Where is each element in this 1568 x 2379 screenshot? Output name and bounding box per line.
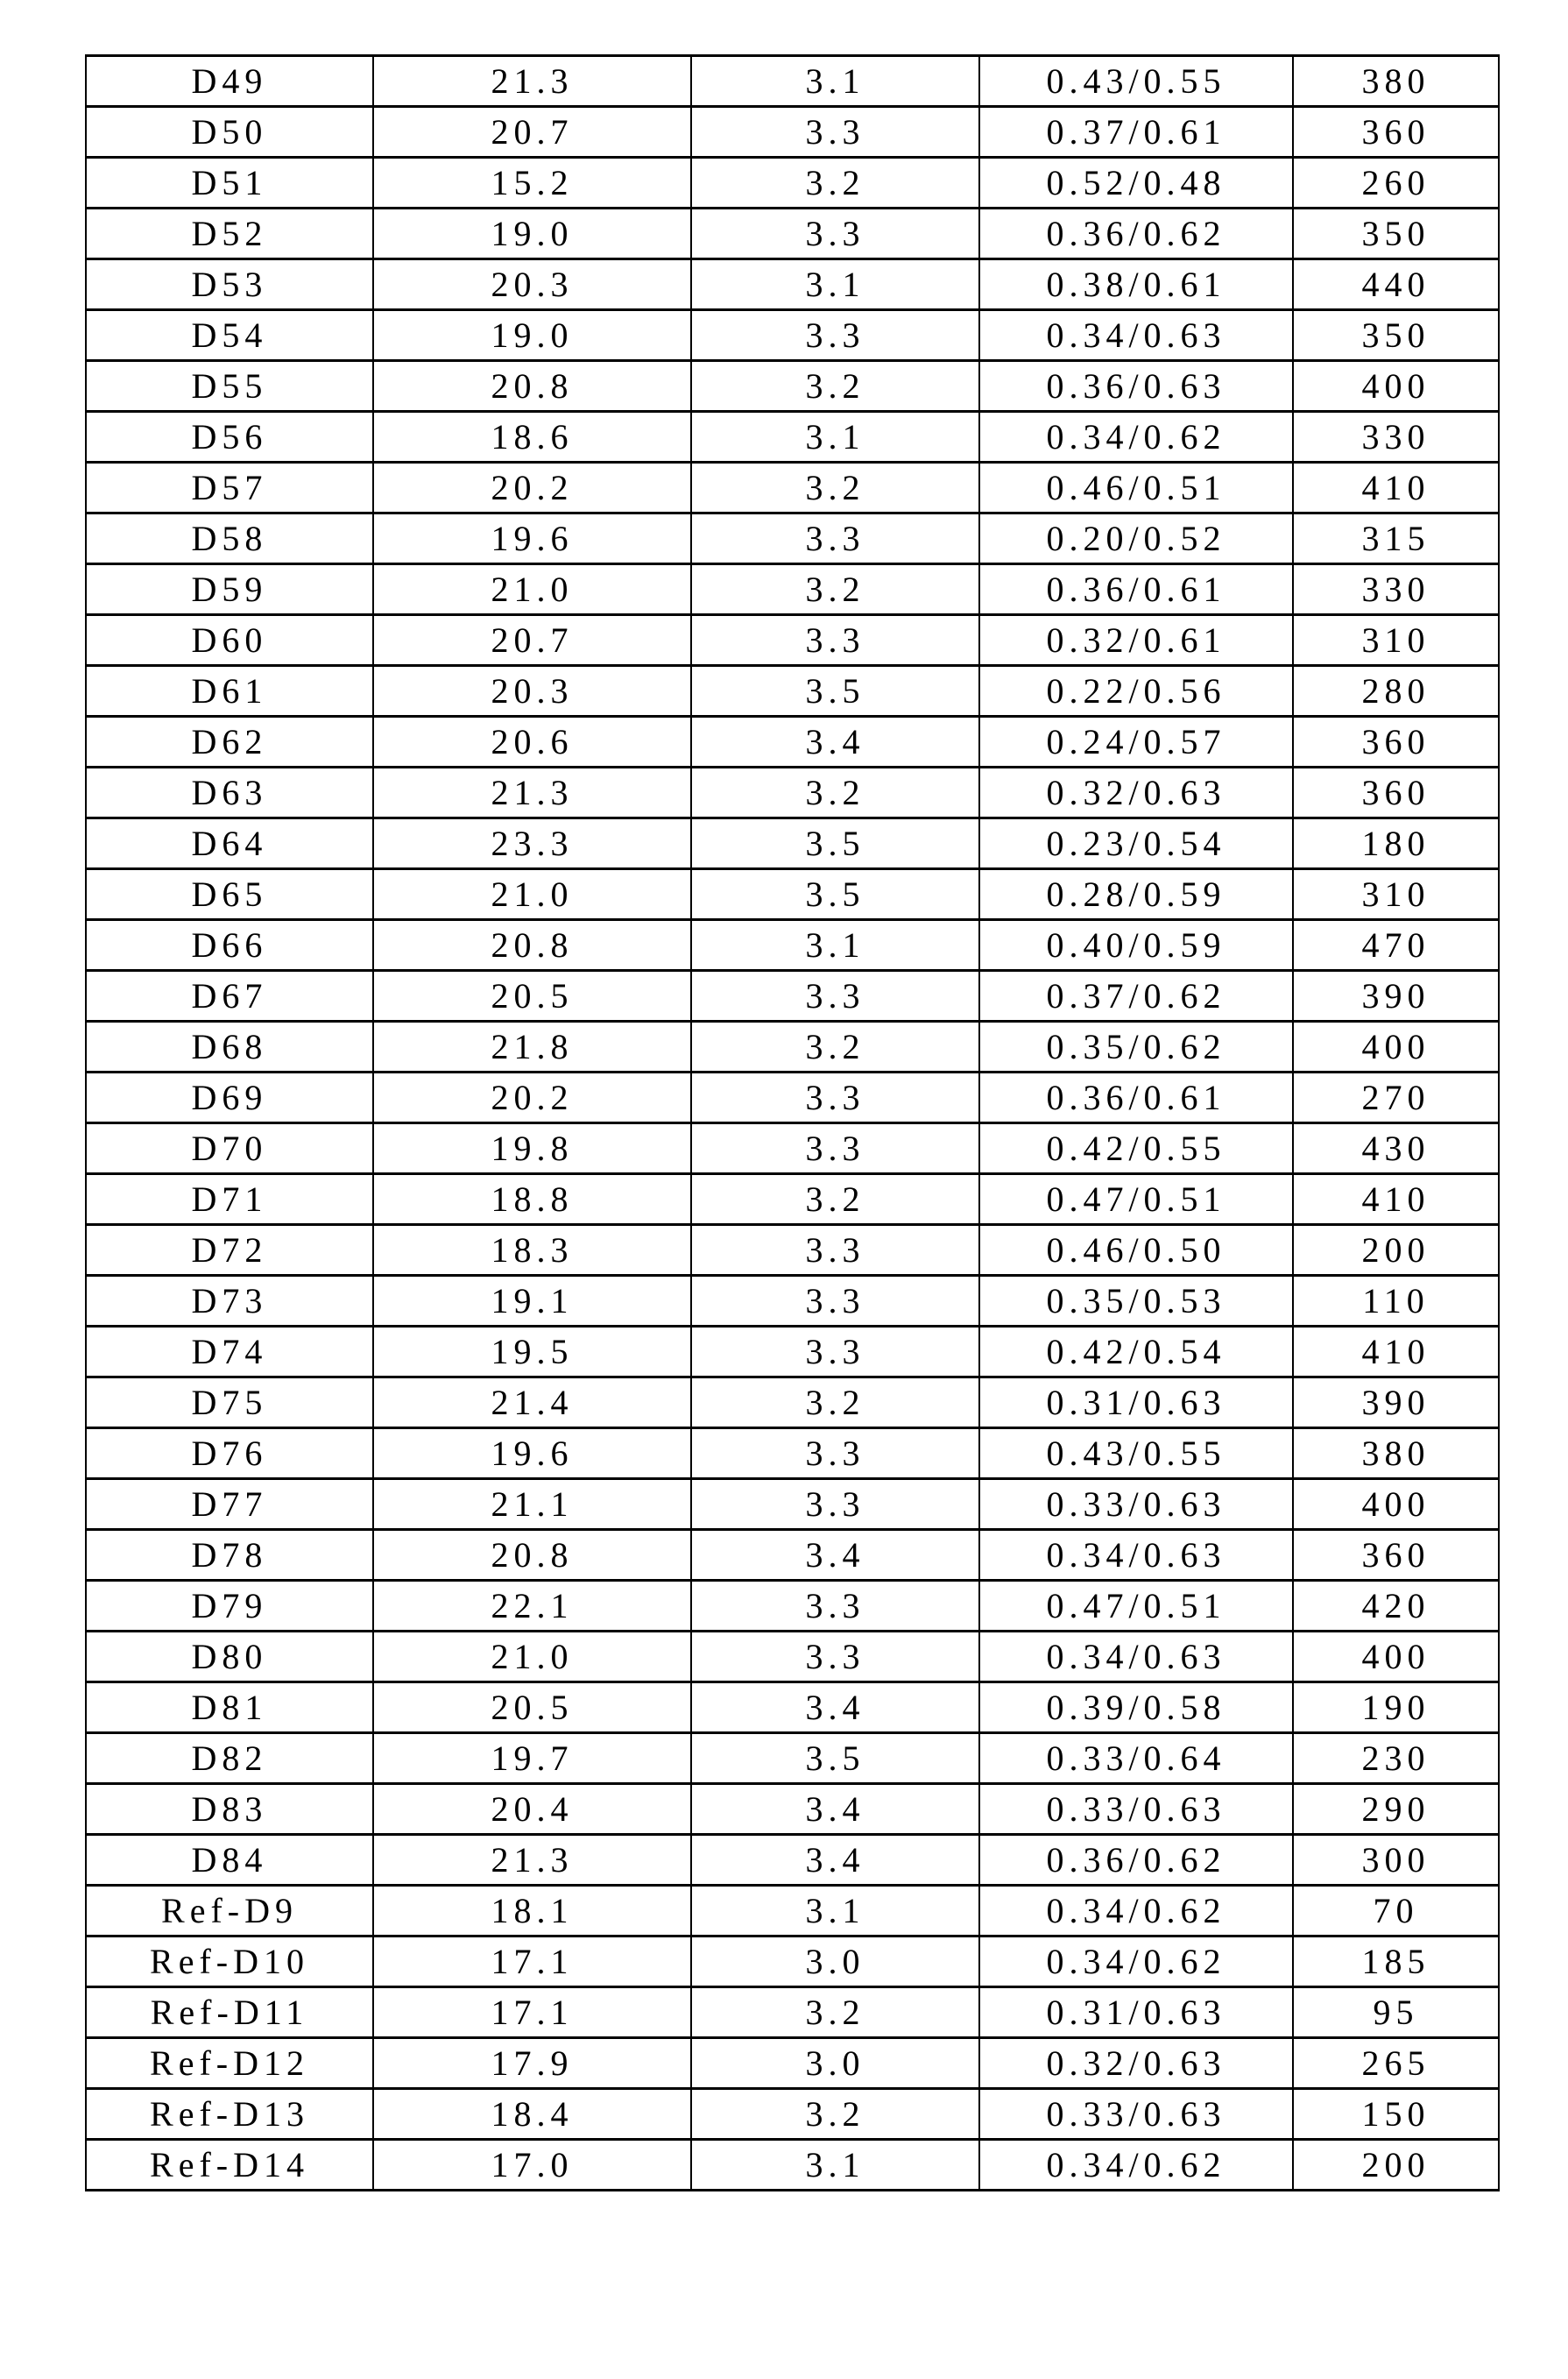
ratio-cell: 0.42/0.54: [979, 1327, 1293, 1377]
value-b-cell: 3.1: [691, 259, 979, 310]
table-row: [86, 56, 1499, 107]
value-c-cell: 185: [1293, 1936, 1499, 1987]
value-c-cell: 315: [1293, 513, 1499, 564]
value-b-cell: 3.3: [691, 1225, 979, 1276]
value-c-cell: 380: [1293, 56, 1499, 107]
value-a-cell: 18.6: [373, 412, 691, 463]
sample-id-cell: D74: [86, 1327, 373, 1377]
value-a-cell: 22.1: [373, 1581, 691, 1632]
value-c-cell: 200: [1293, 2140, 1499, 2191]
ratio-cell: 0.35/0.53: [979, 1276, 1293, 1327]
sample-id-cell: D66: [86, 920, 373, 971]
sample-id-cell: D78: [86, 1530, 373, 1581]
value-b-cell: 3.4: [691, 1784, 979, 1835]
ratio-cell: 0.43/0.55: [979, 56, 1293, 107]
document-page: [85, 54, 1498, 2191]
value-a-cell: 20.2: [373, 463, 691, 513]
ratio-cell: 0.34/0.62: [979, 1886, 1293, 1936]
value-b-cell: 3.3: [691, 1581, 979, 1632]
table-row: [86, 666, 1499, 717]
value-b-cell: 3.2: [691, 1377, 979, 1428]
value-c-cell: 410: [1293, 1174, 1499, 1225]
sample-id-cell: D49: [86, 56, 373, 107]
value-b-cell: 3.3: [691, 209, 979, 259]
table-row: [86, 1682, 1499, 1733]
value-b-cell: 3.1: [691, 412, 979, 463]
ratio-cell: 0.33/0.63: [979, 2089, 1293, 2140]
table-body: [86, 56, 1499, 2191]
value-a-cell: 21.0: [373, 1632, 691, 1682]
value-c-cell: 350: [1293, 209, 1499, 259]
ratio-cell: 0.23/0.54: [979, 818, 1293, 869]
value-a-cell: 19.0: [373, 209, 691, 259]
value-c-cell: 360: [1293, 768, 1499, 818]
value-a-cell: 19.5: [373, 1327, 691, 1377]
value-c-cell: 95: [1293, 1987, 1499, 2038]
value-b-cell: 3.2: [691, 1174, 979, 1225]
value-c-cell: 410: [1293, 463, 1499, 513]
table-row: [86, 1784, 1499, 1835]
sample-id-cell: D77: [86, 1479, 373, 1530]
value-a-cell: 19.7: [373, 1733, 691, 1784]
value-a-cell: 17.1: [373, 1936, 691, 1987]
ratio-cell: 0.32/0.63: [979, 2038, 1293, 2089]
ratio-cell: 0.37/0.61: [979, 107, 1293, 158]
table-row: [86, 1530, 1499, 1581]
value-b-cell: 3.3: [691, 107, 979, 158]
ratio-cell: 0.46/0.51: [979, 463, 1293, 513]
table-row: [86, 818, 1499, 869]
sample-id-cell: D54: [86, 310, 373, 361]
value-b-cell: 3.5: [691, 818, 979, 869]
table-row: [86, 463, 1499, 513]
sample-id-cell: D83: [86, 1784, 373, 1835]
value-c-cell: 420: [1293, 1581, 1499, 1632]
sample-id-cell: D68: [86, 1022, 373, 1073]
value-c-cell: 330: [1293, 564, 1499, 615]
ratio-cell: 0.39/0.58: [979, 1682, 1293, 1733]
value-b-cell: 3.1: [691, 56, 979, 107]
table-row: [86, 2089, 1499, 2140]
value-a-cell: 18.3: [373, 1225, 691, 1276]
table-row: [86, 1428, 1499, 1479]
value-c-cell: 280: [1293, 666, 1499, 717]
ratio-cell: 0.34/0.62: [979, 1936, 1293, 1987]
data-table: [85, 54, 1500, 2191]
ratio-cell: 0.33/0.63: [979, 1784, 1293, 1835]
value-c-cell: 390: [1293, 971, 1499, 1022]
table-row: [86, 717, 1499, 768]
value-a-cell: 21.0: [373, 564, 691, 615]
table-row: [86, 1936, 1499, 1987]
sample-id-cell: D53: [86, 259, 373, 310]
value-b-cell: 3.3: [691, 1123, 979, 1174]
value-a-cell: 20.5: [373, 1682, 691, 1733]
table-row: [86, 412, 1499, 463]
ratio-cell: 0.37/0.62: [979, 971, 1293, 1022]
sample-id-cell: Ref-D13: [86, 2089, 373, 2140]
sample-id-cell: D56: [86, 412, 373, 463]
table-row: [86, 1733, 1499, 1784]
sample-id-cell: D61: [86, 666, 373, 717]
table-row: [86, 209, 1499, 259]
sample-id-cell: D51: [86, 158, 373, 209]
ratio-cell: 0.36/0.63: [979, 361, 1293, 412]
value-c-cell: 300: [1293, 1835, 1499, 1886]
value-a-cell: 19.1: [373, 1276, 691, 1327]
value-c-cell: 410: [1293, 1327, 1499, 1377]
value-c-cell: 390: [1293, 1377, 1499, 1428]
value-b-cell: 3.2: [691, 1022, 979, 1073]
value-b-cell: 3.1: [691, 1886, 979, 1936]
value-a-cell: 20.7: [373, 107, 691, 158]
value-a-cell: 20.2: [373, 1073, 691, 1123]
table-row: [86, 1276, 1499, 1327]
sample-id-cell: D59: [86, 564, 373, 615]
table-row: [86, 1073, 1499, 1123]
value-c-cell: 400: [1293, 1022, 1499, 1073]
ratio-cell: 0.22/0.56: [979, 666, 1293, 717]
value-c-cell: 380: [1293, 1428, 1499, 1479]
value-b-cell: 3.3: [691, 1327, 979, 1377]
ratio-cell: 0.42/0.55: [979, 1123, 1293, 1174]
sample-id-cell: Ref-D10: [86, 1936, 373, 1987]
ratio-cell: 0.33/0.64: [979, 1733, 1293, 1784]
ratio-cell: 0.36/0.62: [979, 209, 1293, 259]
ratio-cell: 0.20/0.52: [979, 513, 1293, 564]
value-a-cell: 17.9: [373, 2038, 691, 2089]
table-row: [86, 1022, 1499, 1073]
ratio-cell: 0.24/0.57: [979, 717, 1293, 768]
ratio-cell: 0.47/0.51: [979, 1174, 1293, 1225]
value-b-cell: 3.4: [691, 1835, 979, 1886]
value-a-cell: 19.0: [373, 310, 691, 361]
value-a-cell: 20.5: [373, 971, 691, 1022]
value-a-cell: 20.7: [373, 615, 691, 666]
sample-id-cell: D58: [86, 513, 373, 564]
value-c-cell: 400: [1293, 1479, 1499, 1530]
value-a-cell: 21.4: [373, 1377, 691, 1428]
value-a-cell: 19.6: [373, 513, 691, 564]
table-row: [86, 768, 1499, 818]
value-c-cell: 180: [1293, 818, 1499, 869]
table-row: [86, 564, 1499, 615]
sample-id-cell: D73: [86, 1276, 373, 1327]
sample-id-cell: D70: [86, 1123, 373, 1174]
table-row: [86, 1581, 1499, 1632]
value-b-cell: 3.1: [691, 920, 979, 971]
value-a-cell: 20.3: [373, 259, 691, 310]
table-row: [86, 513, 1499, 564]
value-b-cell: 3.3: [691, 1073, 979, 1123]
sample-id-cell: D75: [86, 1377, 373, 1428]
sample-id-cell: D64: [86, 818, 373, 869]
table-row: [86, 1174, 1499, 1225]
value-b-cell: 3.3: [691, 310, 979, 361]
value-a-cell: 20.4: [373, 1784, 691, 1835]
sample-id-cell: D82: [86, 1733, 373, 1784]
ratio-cell: 0.32/0.63: [979, 768, 1293, 818]
ratio-cell: 0.28/0.59: [979, 869, 1293, 920]
value-a-cell: 20.6: [373, 717, 691, 768]
value-c-cell: 350: [1293, 310, 1499, 361]
ratio-cell: 0.34/0.63: [979, 1530, 1293, 1581]
value-a-cell: 18.4: [373, 2089, 691, 2140]
table-row: [86, 1123, 1499, 1174]
sample-id-cell: D52: [86, 209, 373, 259]
value-b-cell: 3.0: [691, 1936, 979, 1987]
sample-id-cell: Ref-D14: [86, 2140, 373, 2191]
table-row: [86, 1377, 1499, 1428]
sample-id-cell: D67: [86, 971, 373, 1022]
table-row: [86, 920, 1499, 971]
table-row: [86, 259, 1499, 310]
value-c-cell: 150: [1293, 2089, 1499, 2140]
value-a-cell: 20.8: [373, 920, 691, 971]
value-b-cell: 3.3: [691, 971, 979, 1022]
value-b-cell: 3.2: [691, 1987, 979, 2038]
value-a-cell: 17.0: [373, 2140, 691, 2191]
value-c-cell: 360: [1293, 107, 1499, 158]
value-a-cell: 20.8: [373, 1530, 691, 1581]
value-c-cell: 110: [1293, 1276, 1499, 1327]
value-b-cell: 3.2: [691, 768, 979, 818]
value-a-cell: 23.3: [373, 818, 691, 869]
table-row: [86, 615, 1499, 666]
ratio-cell: 0.34/0.62: [979, 412, 1293, 463]
ratio-cell: 0.36/0.61: [979, 564, 1293, 615]
sample-id-cell: Ref-D12: [86, 2038, 373, 2089]
sample-id-cell: D62: [86, 717, 373, 768]
value-a-cell: 20.3: [373, 666, 691, 717]
sample-id-cell: D63: [86, 768, 373, 818]
table-row: [86, 1632, 1499, 1682]
sample-id-cell: D57: [86, 463, 373, 513]
sample-id-cell: D50: [86, 107, 373, 158]
value-c-cell: 470: [1293, 920, 1499, 971]
table-row: [86, 361, 1499, 412]
value-b-cell: 3.2: [691, 361, 979, 412]
sample-id-cell: D72: [86, 1225, 373, 1276]
table-row: [86, 1225, 1499, 1276]
sample-id-cell: D84: [86, 1835, 373, 1886]
ratio-cell: 0.52/0.48: [979, 158, 1293, 209]
ratio-cell: 0.46/0.50: [979, 1225, 1293, 1276]
value-c-cell: 310: [1293, 615, 1499, 666]
ratio-cell: 0.43/0.55: [979, 1428, 1293, 1479]
value-b-cell: 3.5: [691, 666, 979, 717]
value-a-cell: 19.8: [373, 1123, 691, 1174]
value-c-cell: 265: [1293, 2038, 1499, 2089]
ratio-cell: 0.33/0.63: [979, 1479, 1293, 1530]
value-b-cell: 3.4: [691, 1682, 979, 1733]
ratio-cell: 0.31/0.63: [979, 1987, 1293, 2038]
value-b-cell: 3.3: [691, 513, 979, 564]
value-c-cell: 360: [1293, 1530, 1499, 1581]
sample-id-cell: D76: [86, 1428, 373, 1479]
value-b-cell: 3.2: [691, 564, 979, 615]
table-row: [86, 1886, 1499, 1936]
table-row: [86, 971, 1499, 1022]
ratio-cell: 0.47/0.51: [979, 1581, 1293, 1632]
value-b-cell: 3.3: [691, 1632, 979, 1682]
value-b-cell: 3.2: [691, 158, 979, 209]
value-c-cell: 400: [1293, 361, 1499, 412]
value-b-cell: 3.0: [691, 2038, 979, 2089]
table-row: [86, 869, 1499, 920]
value-b-cell: 3.2: [691, 2089, 979, 2140]
ratio-cell: 0.34/0.63: [979, 1632, 1293, 1682]
value-a-cell: 17.1: [373, 1987, 691, 2038]
table-row: [86, 1987, 1499, 2038]
sample-id-cell: D69: [86, 1073, 373, 1123]
sample-id-cell: D71: [86, 1174, 373, 1225]
value-c-cell: 270: [1293, 1073, 1499, 1123]
value-a-cell: 21.3: [373, 768, 691, 818]
value-a-cell: 21.3: [373, 1835, 691, 1886]
value-b-cell: 3.3: [691, 1428, 979, 1479]
sample-id-cell: D80: [86, 1632, 373, 1682]
value-c-cell: 330: [1293, 412, 1499, 463]
value-b-cell: 3.2: [691, 463, 979, 513]
value-b-cell: 3.1: [691, 2140, 979, 2191]
ratio-cell: 0.36/0.61: [979, 1073, 1293, 1123]
value-c-cell: 70: [1293, 1886, 1499, 1936]
value-a-cell: 19.6: [373, 1428, 691, 1479]
table-row: [86, 2038, 1499, 2089]
ratio-cell: 0.38/0.61: [979, 259, 1293, 310]
table-row: [86, 158, 1499, 209]
value-c-cell: 260: [1293, 158, 1499, 209]
table-row: [86, 310, 1499, 361]
value-a-cell: 21.0: [373, 869, 691, 920]
value-c-cell: 290: [1293, 1784, 1499, 1835]
ratio-cell: 0.32/0.61: [979, 615, 1293, 666]
value-b-cell: 3.5: [691, 869, 979, 920]
ratio-cell: 0.34/0.63: [979, 310, 1293, 361]
value-c-cell: 440: [1293, 259, 1499, 310]
value-b-cell: 3.4: [691, 1530, 979, 1581]
value-a-cell: 15.2: [373, 158, 691, 209]
value-b-cell: 3.3: [691, 1479, 979, 1530]
value-a-cell: 21.3: [373, 56, 691, 107]
table-row: [86, 107, 1499, 158]
sample-id-cell: Ref-D11: [86, 1987, 373, 2038]
value-c-cell: 360: [1293, 717, 1499, 768]
sample-id-cell: D55: [86, 361, 373, 412]
value-b-cell: 3.3: [691, 615, 979, 666]
value-c-cell: 310: [1293, 869, 1499, 920]
value-b-cell: 3.5: [691, 1733, 979, 1784]
table-row: [86, 1835, 1499, 1886]
value-a-cell: 21.1: [373, 1479, 691, 1530]
value-c-cell: 430: [1293, 1123, 1499, 1174]
sample-id-cell: D60: [86, 615, 373, 666]
value-c-cell: 200: [1293, 1225, 1499, 1276]
value-c-cell: 400: [1293, 1632, 1499, 1682]
sample-id-cell: Ref-D9: [86, 1886, 373, 1936]
value-a-cell: 21.8: [373, 1022, 691, 1073]
value-a-cell: 20.8: [373, 361, 691, 412]
table-row: [86, 2140, 1499, 2191]
ratio-cell: 0.34/0.62: [979, 2140, 1293, 2191]
table-row: [86, 1327, 1499, 1377]
value-a-cell: 18.8: [373, 1174, 691, 1225]
value-c-cell: 190: [1293, 1682, 1499, 1733]
value-b-cell: 3.3: [691, 1276, 979, 1327]
ratio-cell: 0.35/0.62: [979, 1022, 1293, 1073]
ratio-cell: 0.31/0.63: [979, 1377, 1293, 1428]
value-a-cell: 18.1: [373, 1886, 691, 1936]
sample-id-cell: D81: [86, 1682, 373, 1733]
value-c-cell: 230: [1293, 1733, 1499, 1784]
ratio-cell: 0.36/0.62: [979, 1835, 1293, 1886]
table-row: [86, 1479, 1499, 1530]
sample-id-cell: D65: [86, 869, 373, 920]
value-b-cell: 3.4: [691, 717, 979, 768]
ratio-cell: 0.40/0.59: [979, 920, 1293, 971]
sample-id-cell: D79: [86, 1581, 373, 1632]
